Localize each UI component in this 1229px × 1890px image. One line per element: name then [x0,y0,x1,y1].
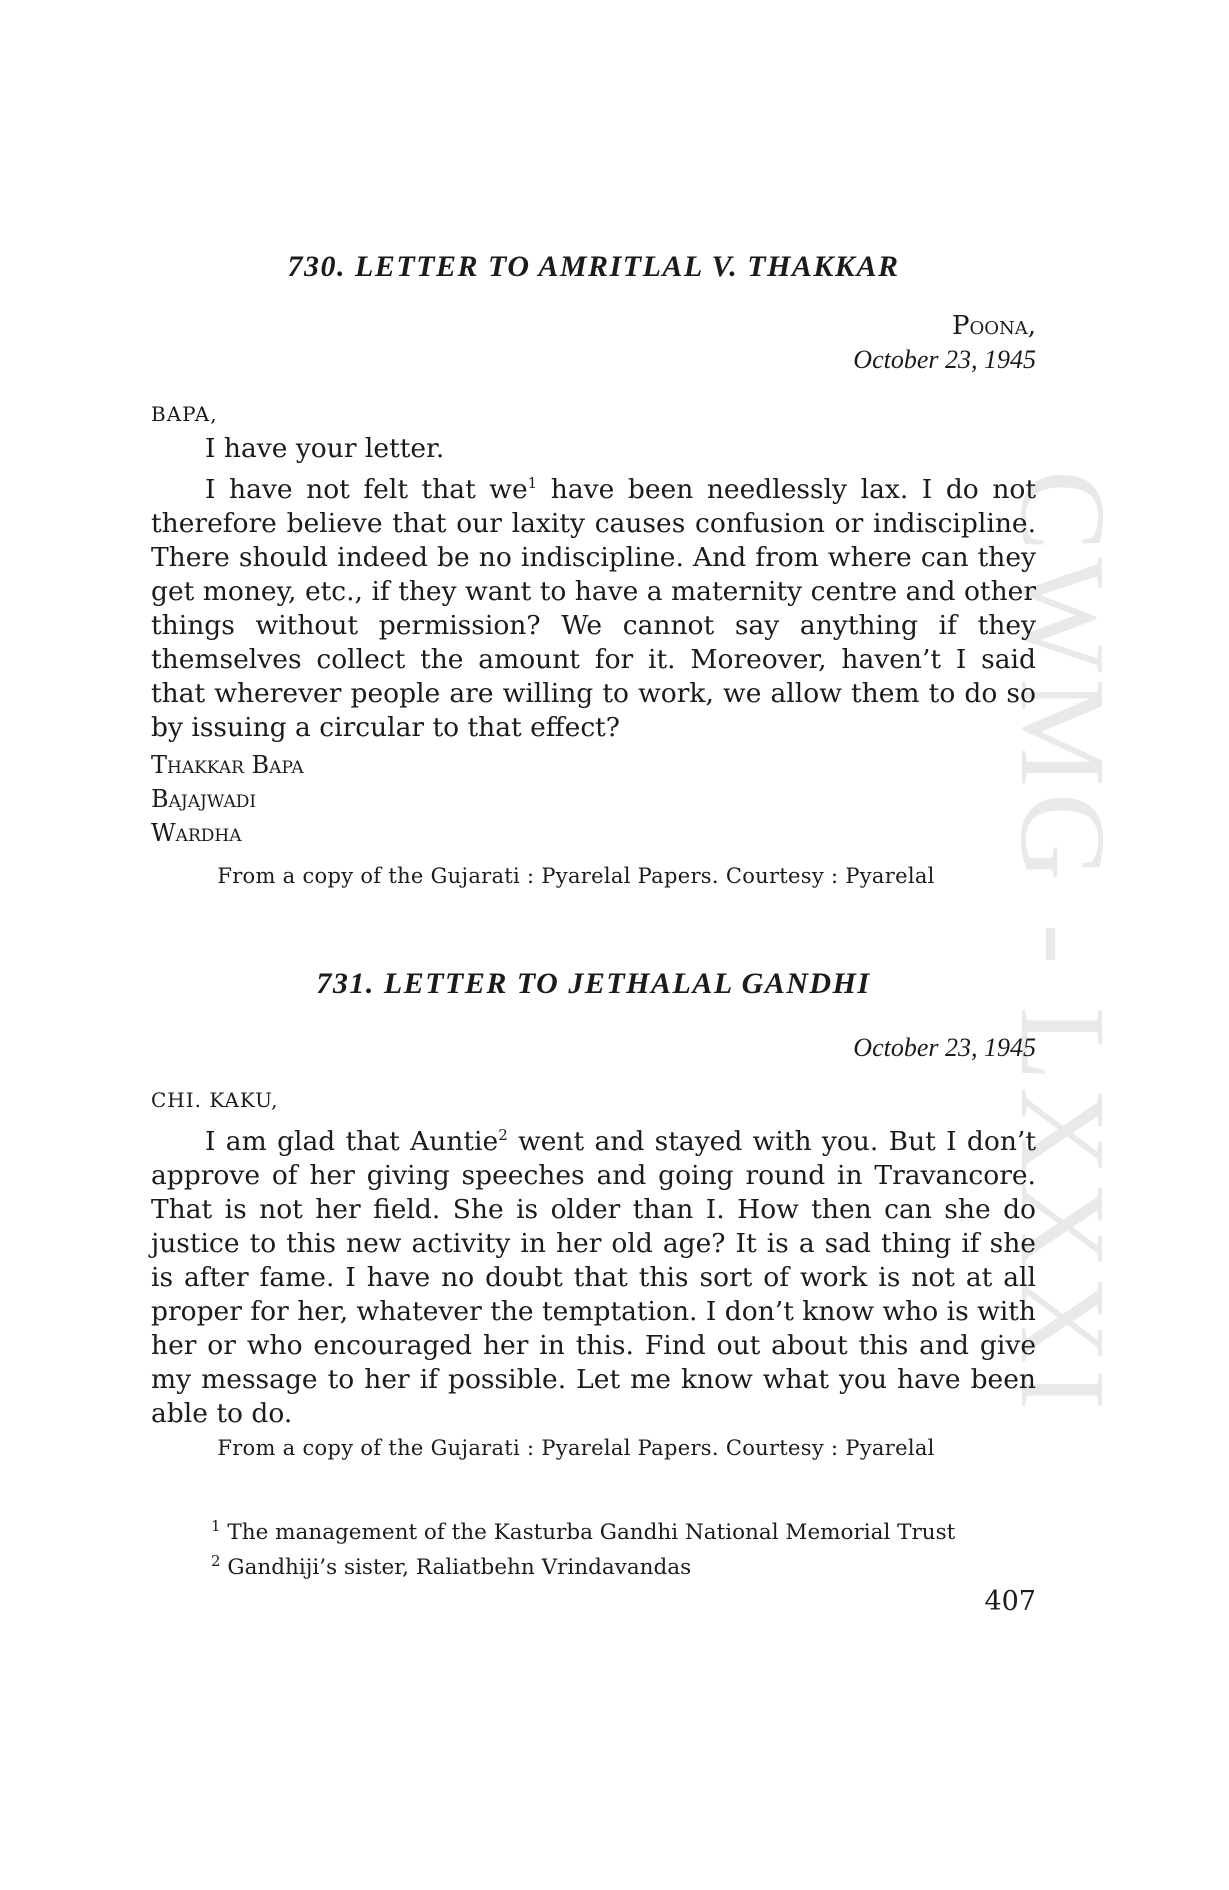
letter-731-salutation: CHI. KAKU, [151,1088,279,1112]
footnote-text: The management of the Kasturba Gandhi National Memorial Trust [227,1520,956,1546]
watermark-text: CWMG - LXXXI [995,469,1131,1416]
footnote-number: 2 [211,1552,221,1571]
footnote [151,1547,1036,1582]
footnotes [151,1512,1036,1582]
para-text: I have not felt that we [205,473,528,505]
letter-730-paragraph-2 [151,466,1036,745]
letter-730-place: Poona, [951,311,1036,341]
letter-730-salutation: BAPA, [151,402,218,426]
page-number: 407 [984,1586,1036,1617]
letter-730-paragraph-1: I have your letter. [205,433,445,464]
address-line: Wardha [151,819,242,847]
letter-730-heading: 730. LETTER TO AMRITLAL V. THAKKAR [287,250,900,283]
para-text: went and stayed with you. But I don’t approve of her giving speeches and going round in Travancore. That is not her field. She is older than I. How then can she do justice to this new activity in her old age? It is a sad thing if she is after fame. I have no doubt that this sort of work is not at all proper for her, whatever the temptation. I don’t know who is with her or who encouraged her in this. Find out about this and give my message to her if possible. Let me know what you have been able to do. [151,1125,1036,1429]
footnote-ref-2: 2 [498,1126,508,1144]
letter-731-paragraph-1 [151,1118,1036,1431]
para-text: have been needlessly lax. I do not therefore believe that our laxity causes confusion or indiscipline. There should indeed be no indiscipline. And from where can they get money, etc., if they want to have a maternity centre and other things without permission? We cannot say anything if they themselves collect the amount for it. Moreover, haven’t I said that wherever people are willing to work, we allow them to do so by issuing a circular to that effect? [151,473,1037,743]
para-text: I am glad that Auntie [205,1125,499,1157]
letter-730-address [151,748,1036,850]
footnote-ref-1: 1 [527,474,538,492]
letter-731-source: From a copy of the Gujarati : Pyarelal Papers. Courtesy : Pyarelal [217,1436,935,1460]
letter-731-heading: 731. LETTER TO JETHALAL GANDHI [316,967,871,1000]
address-line: Bajajwadi [151,785,257,813]
footnote-number: 1 [211,1517,221,1535]
footnote [151,1512,1036,1547]
letter-731-date: October 23, 1945 [853,1033,1036,1062]
address-line: Thakkar Bapa [151,751,304,779]
footnote-text: Gandhiji’s sister, Raliatbehn Vrindavandas [227,1555,692,1581]
letter-730-date: October 23, 1945 [853,345,1036,374]
letter-730-source: From a copy of the Gujarati : Pyarelal Papers. Courtesy : Pyarelal [217,864,935,888]
